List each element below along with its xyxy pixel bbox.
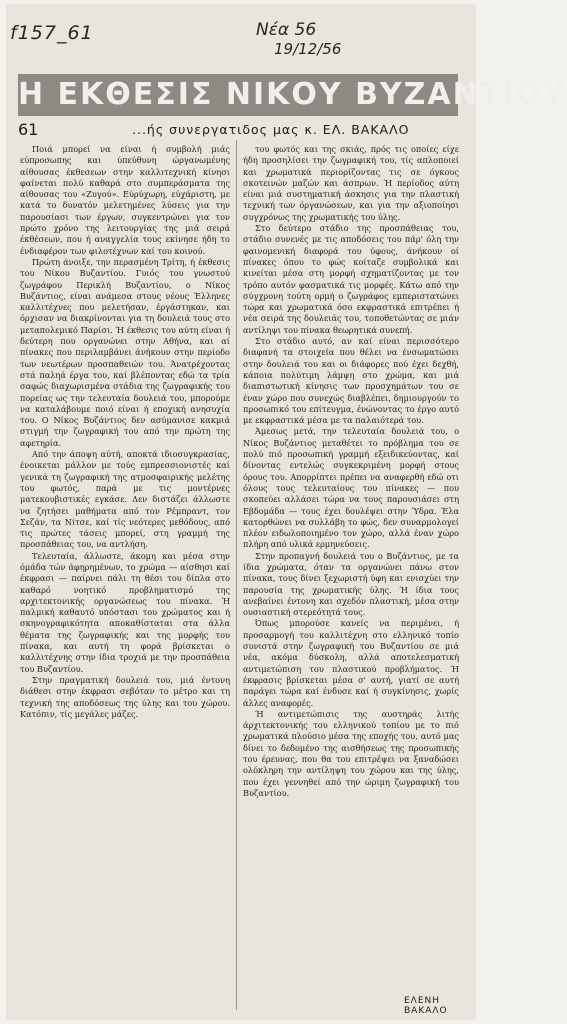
paragraph: Τελευταία, άλλωστε, άκομη και μέσα στην όμάδα τών άφηρημένων, το χρώμα — αίσθησι καί έκφρασι — παίρνει πάλι τη θέσι του δίπλα στο καθαρό νοητικό προβληματισμό της αρχιτεκτονικής οργανώσεως του πίνακα. Ή παλμική καθαυτό υπόστασι του χρώματος και ή σκηνογραφικότητα αποκαθίσταται στα άλλα θέματα της ζωγραφικής και της μορφής του πίνακα, και αυτή τη φορά βρίσκεται ο καλλιτέχνης στην ίδια τροχιά με την προσπάθεια του Βυζαντίου. (20, 550, 230, 674)
paragraph: Όπως μπορούσε κανείς να περιμένει, ή προσαρμογή του καλλιτέχνη στο ελληνικό τοπίο συνιστά στην ζωγραφική του Βυζαντίου σε μιά νέα, ακόμα δύσκολη, αλλά αποτελεσματική αντιμετώπιση του πλαστικού προβλήματος. Ή έκφρασις βρίσκεται μέσα σ' αυτή, γιατί σε αυτή παράγει τώρα καί ένδυσε καί ή συγκίνησις, χωρίς άλλες αναφορές. (243, 618, 459, 708)
paragraph: Από την άποψη αύτή, αποκτά ιδιοσυγκρασίας, ένοικεται μάλλον με τούς εμπρεσσιονιστές καί γενικά τη ζωγραφική της ατμοσφαιρικής μελέτης του φωτός, παρά με τις μοντέρνες ματεκουβιστικές εγκάσε. Δεν διστάζει άλλωστε να ζητήσει μαθήματα από τον Ρέμπραντ, τον Σεζάν, τα Νίτσε, καί τίς νεότερες μεθόδους, από τις πρώτες τάσεις μπορεί, στη γραμμή της προσπάθειας του, να αντλήση. (20, 449, 230, 550)
author-signature: ΕΛΕΝΗ ΒΑΚΑΛΟ (404, 996, 448, 1016)
page-number: 61 (18, 120, 39, 139)
article-column-left (20, 144, 230, 1012)
paragraph: του φωτός και της σκιάς, πρός τις οποίες είχε ήδη προσηλίσει την ζωγραφική του, τίς απλοποιεί και χρωματικά περιορίζοντας τις σε όγκους σκοτεινών μαζών και άσπρων. Ή περίοδος αύτη είναι μιά συστηματική άσκησις για την πλαστική τεχνική των όργανώσεων, και για την αξιοποίησι συγχρόνως της χρωματικής του ύλης. (243, 144, 459, 222)
paragraph: Πρώτη άνοιξε, την περασμένη Τρίτη, ή έκθεσις του Νίκου Βυζαντίου. Γυιός του γνωστού ζωγράφου Περικλή Βυζαντίου, ο Νίκος Βυζάντιος, είναι ανάμεσα στους νέους Έλληνες καλλιτέχνες που μελετήσαν, έργάστηκαν, και όρχισαν να διακρίνονται για τη δουλειά τους στο μεταπολεμικό Παρίσι. Ή έκθεσις του αύτη είναι ή δεύτερη που οργανώνει στην Αθήνα, και αί πίνακες που περιλαμβάνει άνήκουν στην περίοδο των νεωτέρων προσπαθειών του. Άνατρέχοντας στά παληά έργα του, καί βλέποντας εδώ τα τρία σαφώς διαχωρισμένα στάδια της ζωγραφικής του πορείας ως την τελευταία δουλειά του, μπορούμε να καταλάβουμε ποιό είναι ή εποχική ανησυχία του. Ο Νίκος Βυζάντιος δεν ασύμανισε κακμιά στιγμή την ζωγραφική του από την πρώτη της αφετηρία. (20, 256, 230, 448)
paragraph: Στο στάδιο αυτό, αν καί είναι περισσότερο διαφανή τα στοιχεία που θέλει να ένσωματώσει στην δουλειά του και οι διάφορες πού έχει δεχθή, κάποια πολύτιμη λάμψη στο χρώμα, και μιά διαπιστωτική κίνησις των προσχημάτων του σε έναν χώρο που συνεχώς διαβλέπει, δημιουργούν το προσωπικό του επίτευγμα, ένώνοντας το έργο αυτό με εκφραστικά μέσα με τα παλαιότερά του. (243, 336, 459, 426)
paragraph: Στην πραγματική δουλειά του, μιά έντονη διάθεσι στην έκφρασι σεβόταν το μέτρο και τη τεχνική της αποδόσεως της ύλης και του χώρου. Κατόπιν, τίς μεγάλες μάζες. (20, 674, 230, 719)
paragraph: Στην προπαγνή δουλειά του ο Βυζάντιος, με τα ίδια χρώματα, όταν τα οργανώνει πάνω στον πίνακα, τους δίνει ξεχωριστή ύφη και ενισχύει την παρουσία της χρωματικής ύλης. Ή ίδια τους ανεβαίνει έντονη και σχεδόν πλαστική, μέσα στην ουσιαστική στερεότητά τους. (243, 550, 459, 618)
column-divider (236, 140, 237, 1010)
paragraph: Ποιά μπορεί να είναι ή συμβολή μιάς εύπροσωπης και ύπεύθυνη ώργανωμένης αίθουσας έκθεσεων στην καλλιτεχνική κίνησι φαίνεται πολύ καθαρά στο συμπεράσματα της αίθουσας του «Ζυγού». Εύρύχωρη, εύχάριστη, με κατά το δυνατόν μελετημένες λύσεις για την παρουσίασι των έργων, συγκεντρώνει για τον πρώτο χρόνο της λειτουργίας της μιά σειρά έκθέσεων, που ή αναγγελία τους εκίνησε ήδη το ένδιαφέρον των φιλοτέχνων καί του κοινού. (20, 144, 230, 256)
article-byline: ...ής συνεργατιδος μας κ. ΕΛ. ΒΑΚΑΛΟ (132, 122, 410, 137)
article-column-right (243, 144, 459, 1012)
paragraph: Στο δεύτερο στάδιο της προσπάθειας του, στάδιο συνενές με τις αποδόσεις του πάρ' όλη την φαινομενική διαφορά του ύφους, άνήκουν οί πίνακες όπου το φώς κοίταζε συμβολικά και κινείται μέσα στη μορφή σχηματίζοντας με τον τρόπο αυτόν φασματικά τις μορφές. Κάτω από την σύγχρονη τούτη ορμή ο ζωγράφος εμπεριστατώνει τώρα και χρωματικά όσο εκφραστικά επιτρέπει ή νέα σειρά της δουλειάς του, τοποθετώντας σε μιάν αντίληψι του πίνακα θεωρητικά συνεπή. (243, 223, 459, 335)
paragraph: Άμεσως μετά, την τελευταία δουλειά του, ο Νίκος Βυζάντιος μεταθέτει το πρόβλημα του σε πολύ πιό προσωπική γραμμή εξειδικεύοντας, καί δίνοντας εντελώς συγκεκριμένη μορφή στους όρους του. Απορρίπτει πρέπει να αναφερθή εδώ οτι όλους τους τελευταίους του πίνακες — που σκοπεύει αλλάσει τώρα να τους παρουσιάσει στη Εβδομάδα — τους έχει δουλέψει στην Ύδρα. Έλα κατορθώνει να συλλάβη το φώς, δεν συναρμολογεί πλέον ειδωλοποιημένο τον χώρο, αλλά έναν χώρο πλήρη από υλικά ερμηνεύσεις. (243, 426, 459, 550)
handwritten-date: 19/12/56 (274, 40, 342, 58)
handwritten-source: Νέα 56 (256, 20, 317, 40)
paragraph: Ή αντιμετώπισις της αυστηράς λιτής άρχιτεκτονικής του ελληνικού τοπίου με το πιό χρωματικά πλούσιο μέσα της εποχής του, αυτό μας δίνει το δεδομένο της αισθήσεως της προσωπικής του έρευνας, που θα του επιτρέψει να ξαναδώσει ολόκληρη την αντίληψη του χώρου και της ύλης, που έχει γεννηθεί από την ώριμη ζωγραφική του Βυζαντίου. (243, 708, 459, 798)
article-headline: Η ΕΚΘΕΣΙΣ ΝΙΚΟΥ ΒΥΖΑΝΤΙΟΥ (18, 74, 458, 116)
handwritten-reference: f157_61 (10, 22, 94, 44)
